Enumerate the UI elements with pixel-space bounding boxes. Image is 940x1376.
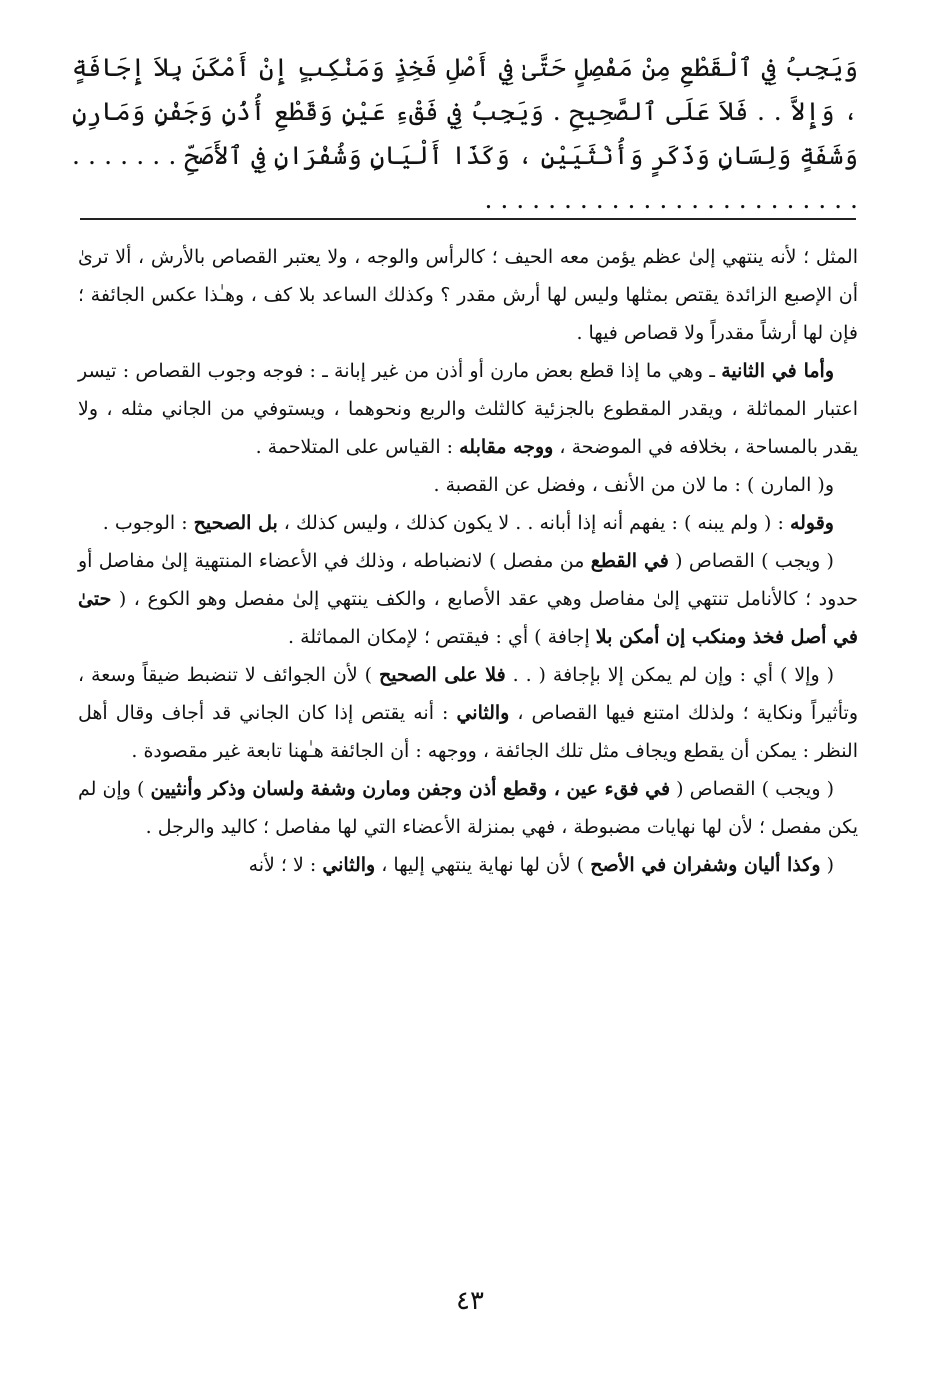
bold-text-segment: وقوله <box>789 512 834 534</box>
bold-text-segment: والثاني <box>322 854 376 876</box>
text-segment: : أنه يقتص إذا كان الجاني قد أجاف وقال أهل النظر : يمكن أن يقطع ويجاف مثل تلك الجائفة ، ووجهه : أن الجائفة هـٰهنا تابعة غير مقصودة . <box>78 702 858 762</box>
commentary-text-block <box>78 238 858 884</box>
text-segment: ( ويجب ) القصاص ( <box>670 778 834 800</box>
bold-text-segment: حتىٰ في أصل فخذ ومنكب إن أمكن بلا <box>78 588 858 648</box>
commentary-paragraph <box>78 770 858 846</box>
bold-text-segment: بل الصحيح <box>193 512 278 534</box>
text-segment: ) لأن الجوائف لا تنضبط ضيقاً وسعة ، وتأثيراً ونكاية ؛ ولذلك امتنع فيها القصاص ، <box>78 664 859 724</box>
text-segment: و( المارن ) : ما لان من الأنف ، وفضل عن القصبة . <box>433 474 834 496</box>
page-number: ٤٣ <box>456 1286 484 1316</box>
commentary-paragraph <box>78 466 858 504</box>
text-segment: ـ وهي ما إذا قطع بعض مارن أو أذن من غير إبانة ـ : فوجه وجوب القصاص : تيسر اعتبار المماثلة ، ويقدر المقطوع بالجزئية كالثلث والربع ونحوهما ، ويستوفي من الجاني مثله ، ولا يقدر بالمساحة ، بخلافه في الموضحة ، <box>78 360 858 458</box>
text-segment: : الوجوب . <box>102 512 194 534</box>
bold-text-segment: وأما في الثانية <box>721 360 835 382</box>
bold-text-segment: ووجه مقابله <box>459 436 554 458</box>
separator-rule <box>80 218 856 220</box>
text-segment: ( ويجب ) القصاص ( <box>668 550 834 572</box>
text-segment: : ( ولم يبنه ) : يفهم أنه إذا أبانه . . لا يكون كذلك ، وليس كذلك ، <box>277 512 790 534</box>
commentary-paragraph <box>78 504 858 542</box>
text-segment: ) وإن لم يكن مفصل ؛ لأن لها نهايات مضبوطة ، فهي بمنزلة الأعضاء التي لها مفاصل ؛ كاليد والرجل . <box>78 778 858 838</box>
bold-text-segment: في القطع <box>590 550 669 572</box>
text-segment: ( <box>820 854 834 876</box>
bold-text-segment: وكذا أليان وشفران في الأصح <box>590 854 821 876</box>
commentary-paragraph <box>78 656 858 770</box>
text-segment: : لا ؛ لأنه <box>248 854 323 876</box>
commentary-paragraph <box>78 846 858 884</box>
commentary-paragraph <box>78 238 858 352</box>
text-segment: ) لأن لها نهاية ينتهي إليها ، <box>375 854 591 876</box>
matn-paragraph: وَيَجِبُ فِي ٱلْقَطْعِ مِنْ مَفْصِلٍ حَتَّىٰ فِي أَصْلِ فَخِذٍ وَمَنْكِبٍ إِنْ أَمْكَنَ بِلاَ إِجَافَةٍ ، وَإِلاَّ . . فَلاَ عَلَى ٱلصَّحِيحِ . وَيَجِبُ فِي فَقْءِ عَيْنٍ وَقَطْعِ أُذُنٍ وَجَفْنٍ وَمَارِنٍ وَشَفَةٍ وَلِسَانٍ وَذَكَرٍ وَأُنْثَيَيْنِ ، وَكَذَا أَلْيَانٍ وَشُفْرَانٍ فِي ٱلأَصَحِّ . . . . . . . . . . . . . . . . . . . . . . . . . . . . . . . <box>72 53 858 214</box>
text-segment: إجافة ) أي : فيقتص ؛ لإمكان المماثلة . <box>288 626 596 648</box>
text-segment: : القياس على المتلاحمة . <box>255 436 460 458</box>
text-segment: ( وإلا ) أي : وإن لم يمكن إلا بإجافة ( . . <box>505 664 834 686</box>
commentary-paragraph <box>78 352 858 466</box>
bold-text-segment: والثاني <box>456 702 510 724</box>
bold-text-segment: في فقء عين ، وقطع أذن وجفن ومارن وشفة ولسان وذكر وأنثيين <box>150 778 671 800</box>
bold-text-segment: فلا على الصحيح <box>378 664 506 686</box>
matn-text-block <box>72 46 858 222</box>
text-segment: من مفصل ) لانضباطه ، وذلك في الأعضاء المنتهية إلىٰ مفاصل أو حدود ؛ كالأنامل تنتهي إلىٰ مفاصل وهي عقد الأصابع ، والكف ينتهي إلىٰ مفصل وهو الكوع ، ( <box>78 550 858 610</box>
commentary-paragraph <box>78 542 858 656</box>
text-segment: المثل ؛ لأنه ينتهي إلىٰ عظم يؤمن معه الحيف ؛ كالرأس والوجه ، ولا يعتبر القصاص بالأرش ، ألا ترىٰ أن الإصبع الزائدة يقتص بمثلها وليس لها أرش مقدر ؟ وكذلك الساعد بلا كف ، وهـٰذا عكس الجائفة ؛ فإن لها أرشاً مقدراً ولا قصاص فيها . <box>78 246 858 344</box>
